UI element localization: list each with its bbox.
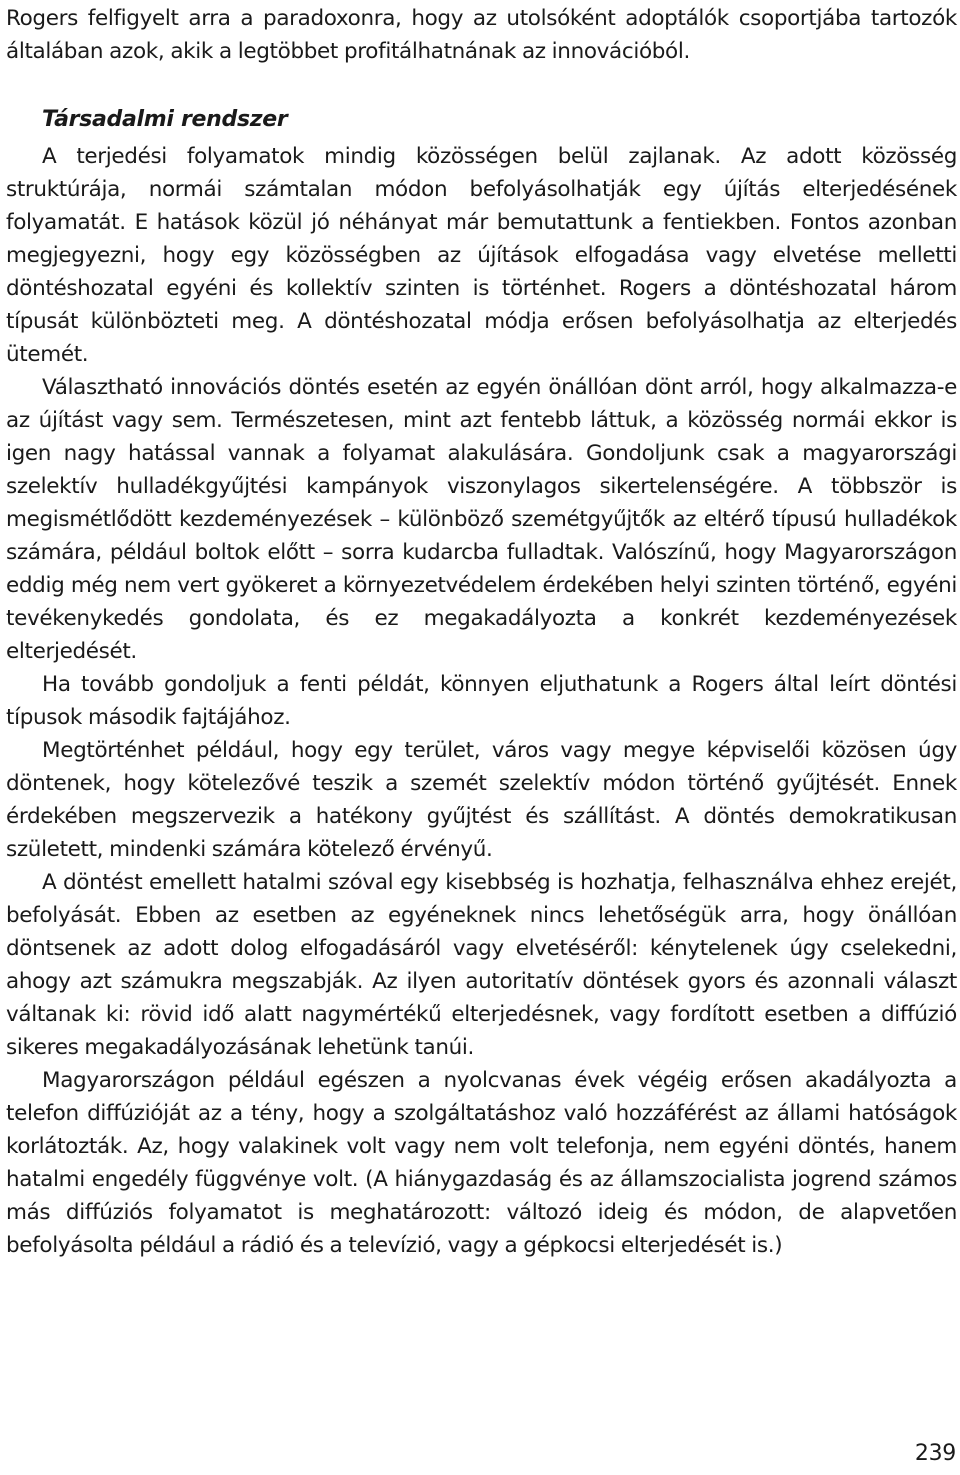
body-paragraph: Ha tovább gondoljuk a fenti példát, könnyen eljuthatunk a Rogers által leírt döntési típusok második fajtájához. bbox=[6, 672, 957, 730]
intro-paragraph: Rogers felfigyelt arra a paradoxonra, hogy az utolsóként adoptálók csoportjába tartozók általában azok, akik a legtöbbet profitálhatnának az innovációból. bbox=[6, 6, 957, 64]
body-paragraph: Magyarországon például egészen a nyolcvanas évek végéig erősen akadályozta a telefon diffúzióját az a tény, hogy a szolgáltatáshoz való hozzáférést az állami hatóságok korlátozták. Az, hogy valakinek volt vagy nem volt telefonja, nem egyéni döntés, hanem hatalmi engedély függvénye volt. (A hiánygazdaság és az államszocialista jogrend számos más diffúziós folyamatot is meghatározott: változó ideig és módon, de alapvetően befolyásolta például a rádió és a televízió, vagy a gépkocsi elterjedését is.) bbox=[6, 1068, 957, 1258]
body-paragraph: Választható innovációs döntés esetén az egyén önállóan dönt arról, hogy alkalmazza-e az újítást vagy sem. Természetesen, mint azt fentebb láttuk, a közösség normái ekkor is igen nagy hatással vannak a folyamat alakulására. Gondoljunk csak a magyarországi szelektív hulladékgyűjtési kampányok viszonylagos sikertelenségére. A többször is megismétlődött kezdeményezések – különböző szemétgyűjtők az eltérő típusú hulladékok számára, például boltok előtt – sorra kudarcba fulladtak. Valószínű, hogy Magyarországon eddig még nem vert gyökeret a környezetvédelem érdekében helyi szinten történő, egyéni tevékenykedés gondolata, és ez megakadályozta a konkrét kezdeményezések elterjedését. bbox=[6, 375, 957, 664]
document-page bbox=[6, 0, 957, 1262]
body-paragraph: A terjedési folyamatok mindig közösségen belül zajlanak. Az adott közösség struktúrája, normái számtalan módon befolyásolhatják egy újítás elterjedésének folyamatát. E hatások közül jó néhányat már bemutattunk a fentiekben. Fontos azonban megjegyezni, hogy egy közösségben az újítások elfogadása vagy elvetése melletti döntéshozatal egyéni és kollektív szinten is történhet. Rogers a döntéshozatal három típusát különbözteti meg. A döntéshozatal módja erősen befolyásolhatja az elterjedés ütemét. bbox=[6, 144, 957, 367]
body-paragraph: Megtörténhet például, hogy egy terület, város vagy megye képviselői közösen úgy döntenek, hogy kötelezővé teszik a szemét szelektív módon történő gyűjtését. Ennek érdekében megszervezik a hatékony gyűjtést és szállítást. A döntés demokratikusan született, mindenki számára kötelező érvényű. bbox=[6, 738, 957, 862]
page-number: 239 bbox=[914, 1441, 956, 1466]
body-paragraph: A döntést emellett hatalmi szóval egy kisebbség is hozhatja, felhasználva ehhez erejét, befolyását. Ebben az esetben az egyéneknek nincs lehetőségük arra, hogy önállóan döntsenek az adott dolog elfogadásáról vagy elvetéséről: kénytelenek úgy cselekedni, ahogy azt számukra megszabják. Az ilyen autoritatív döntések gyors és azonnali választ váltanak ki: rövid idő alatt nagymértékű elterjedésnek, vagy fordított esetben a diffúzió sikeres megakadályozásának lehetünk tanúi. bbox=[6, 870, 957, 1060]
section-heading: Társadalmi rendszer bbox=[42, 107, 288, 132]
